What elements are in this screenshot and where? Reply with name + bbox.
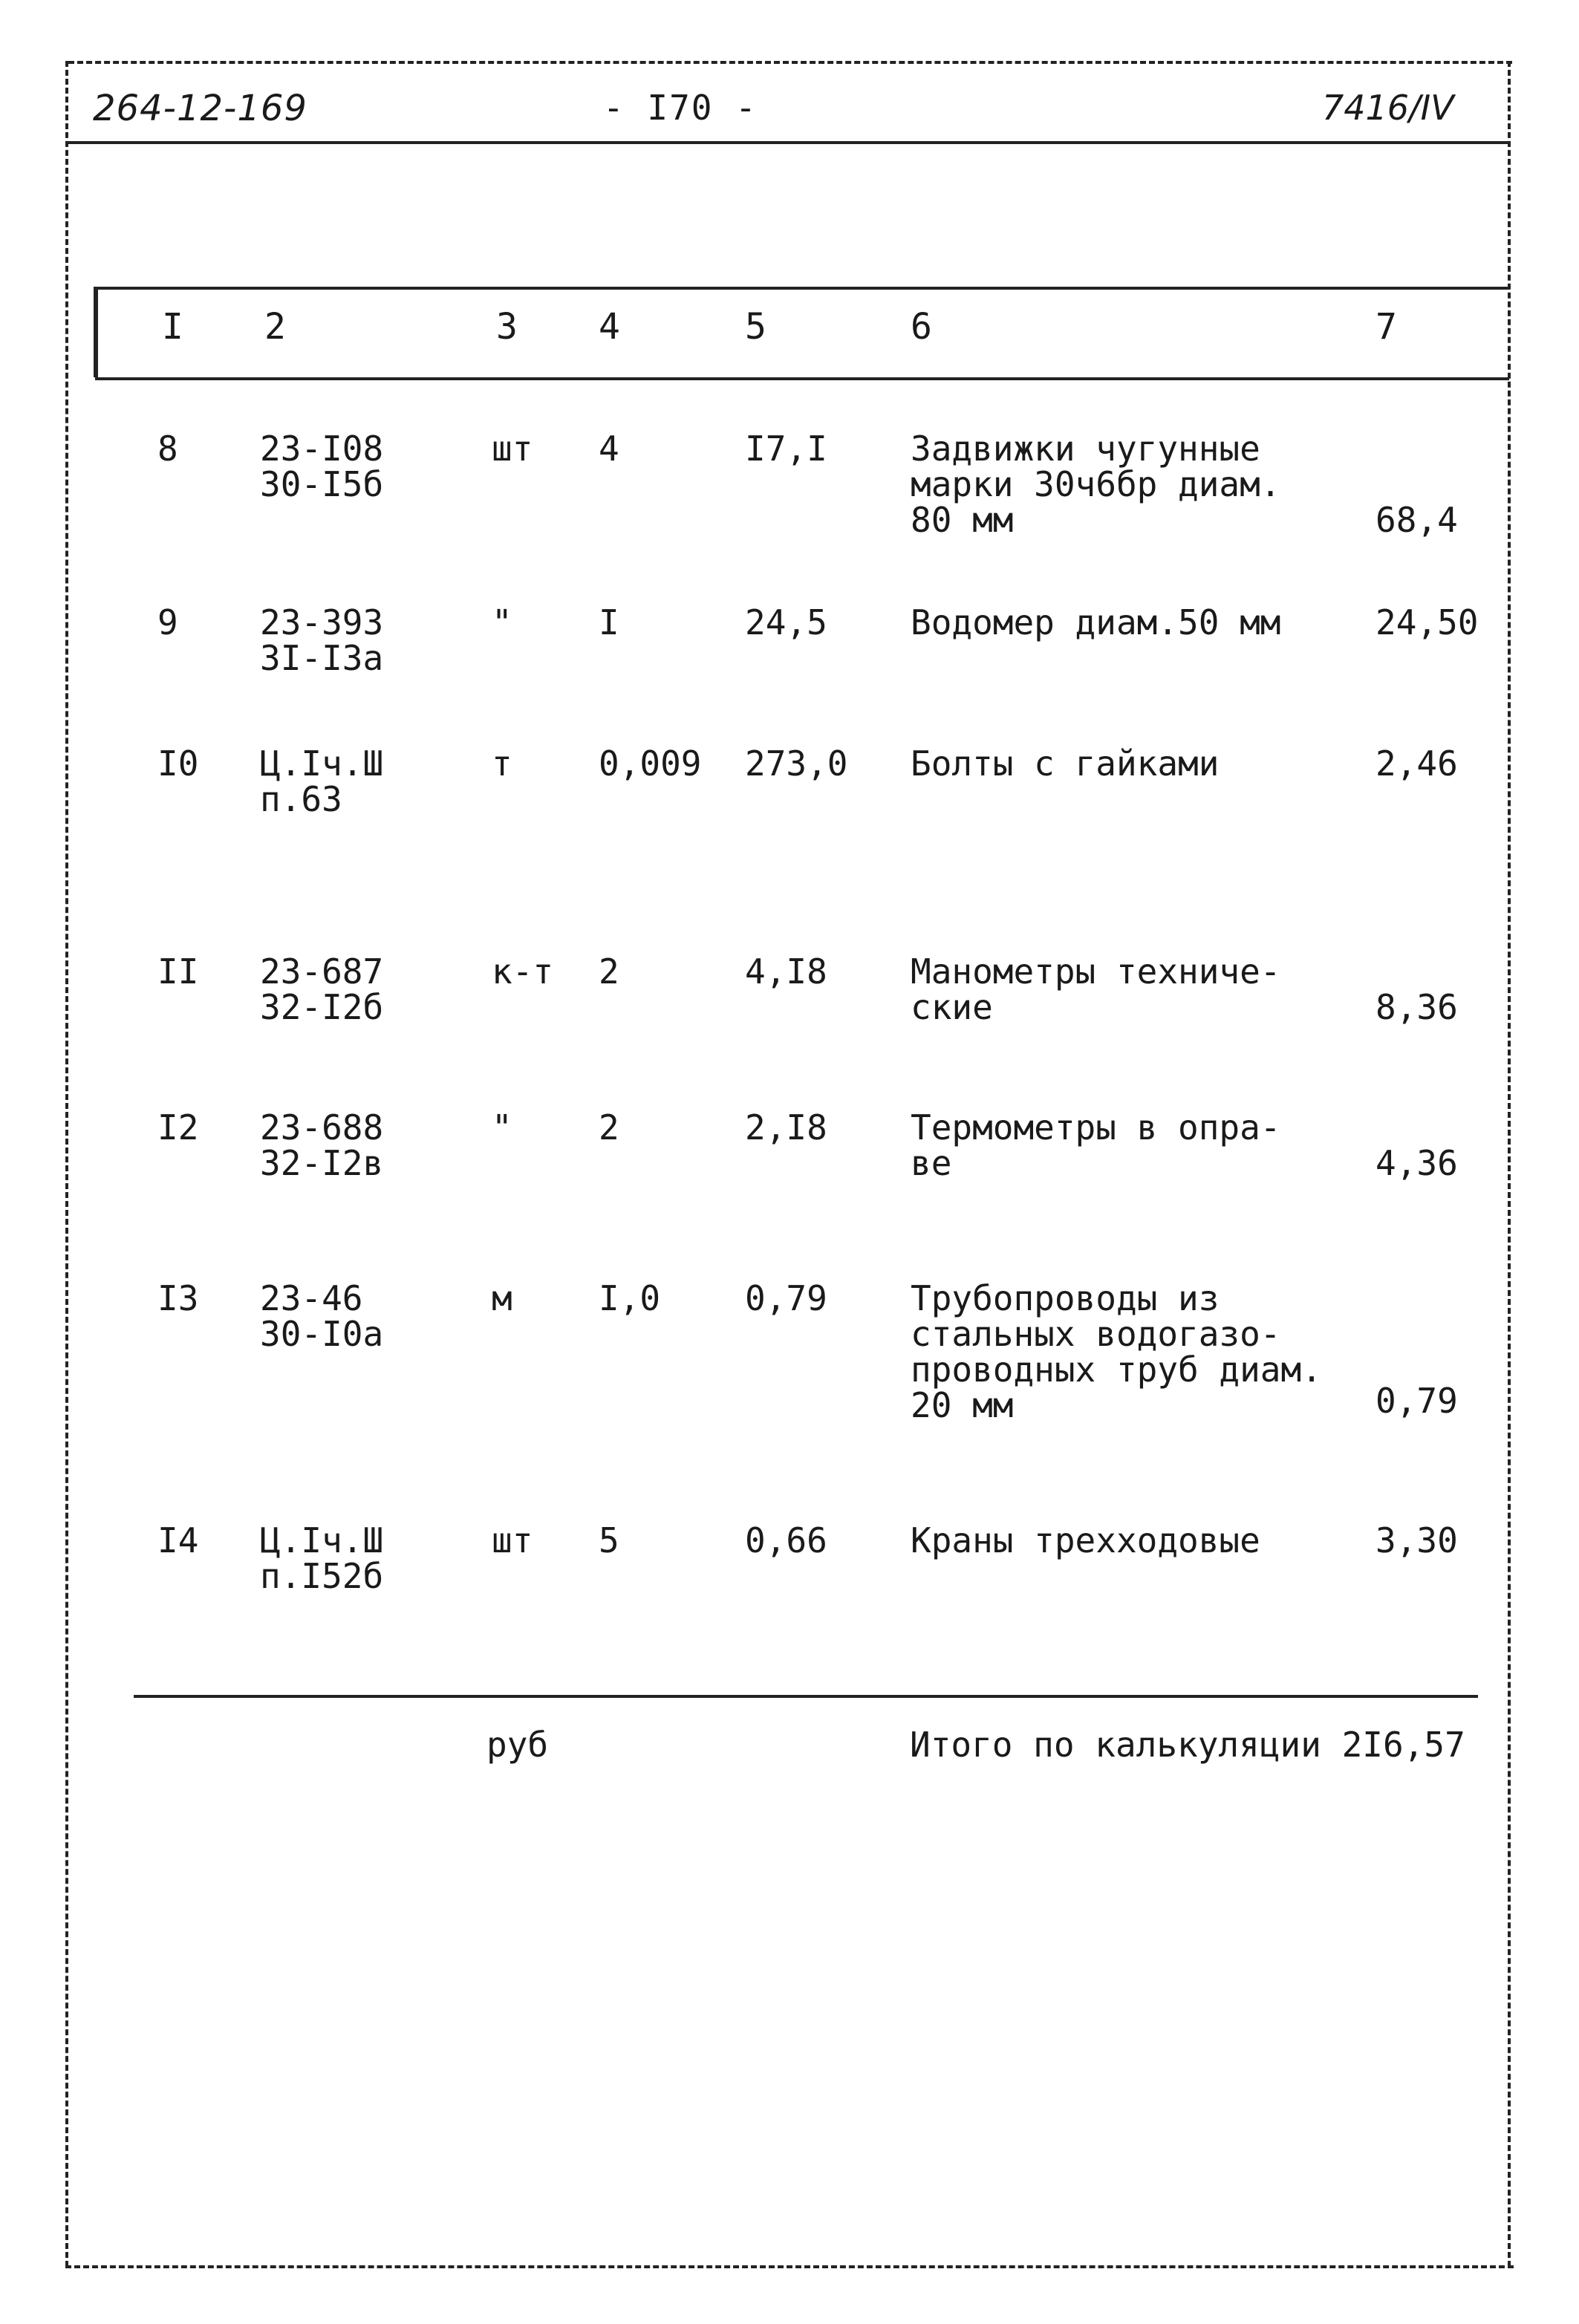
column-header-3: 3 xyxy=(496,306,518,348)
row-number: 8 xyxy=(157,429,178,469)
description: Задвижки чугунные марки 30ч6бр диам. 80 мм xyxy=(911,429,1281,540)
unit: к-т xyxy=(492,951,554,992)
column-header-box xyxy=(95,287,1509,380)
column-header-4: 4 xyxy=(599,306,620,348)
row-number: I2 xyxy=(157,1107,199,1148)
norm-code: 23-46 30-I0a xyxy=(260,1278,384,1354)
description: Краны трехходовые xyxy=(911,1520,1260,1560)
unit-price: 2,I8 xyxy=(745,1107,827,1148)
description: Водомер диам.50 мм xyxy=(911,602,1281,642)
unit-price: 273,0 xyxy=(745,743,848,784)
unit: т xyxy=(492,743,512,784)
row-number: I0 xyxy=(157,743,199,784)
unit-price: 4,I8 xyxy=(745,951,827,992)
row-sum: 24,50 xyxy=(1375,602,1479,642)
description: Трубопроводы из стальных водогазо- проводных труб диам. 20 мм xyxy=(911,1278,1322,1425)
norm-code: Ц.Iч.Ш п.I52б xyxy=(260,1520,384,1596)
norm-code: 23-I08 30-I5б xyxy=(260,429,384,504)
norm-code: 23-393 3I-I3a xyxy=(260,602,384,678)
quantity: I,0 xyxy=(599,1278,661,1318)
column-header-1: I xyxy=(162,306,183,348)
row-number: 9 xyxy=(157,602,178,642)
norm-code: 23-688 32-I2в xyxy=(260,1107,384,1183)
column-header-5: 5 xyxy=(745,306,766,348)
quantity: 2 xyxy=(599,951,619,992)
row-sum: 4,36 xyxy=(1375,1143,1458,1183)
column-header-7: 7 xyxy=(1375,306,1397,348)
unit: шт xyxy=(492,429,533,469)
quantity: 5 xyxy=(599,1520,619,1560)
quantity: 0,009 xyxy=(599,743,702,784)
unit: шт xyxy=(492,1520,533,1560)
row-number: I3 xyxy=(157,1278,199,1318)
row-sum: 2,46 xyxy=(1375,743,1458,784)
total-label: Итого по калькуляции xyxy=(910,1725,1321,1765)
description: Манометры техниче- ские xyxy=(911,951,1281,1027)
unit: " xyxy=(492,602,512,642)
row-number: II xyxy=(157,951,199,992)
total-row xyxy=(910,1725,1465,1765)
column-header-6: 6 xyxy=(911,306,932,348)
row-sum: 3,30 xyxy=(1375,1520,1458,1560)
quantity: 2 xyxy=(599,1107,619,1148)
column-header-2: 2 xyxy=(264,306,286,348)
row-sum: 8,36 xyxy=(1375,987,1458,1027)
header-divider xyxy=(68,141,1509,144)
frame-left-border xyxy=(65,61,68,2267)
frame-bottom-border xyxy=(65,2265,1514,2268)
unit: м xyxy=(492,1278,512,1318)
quantity: I xyxy=(599,602,619,642)
unit-price: 24,5 xyxy=(745,602,827,642)
row-number: I4 xyxy=(157,1520,199,1560)
quantity: 4 xyxy=(599,429,619,469)
unit-price: I7,I xyxy=(745,429,827,469)
norm-code: Ц.Iч.Ш п.63 xyxy=(260,743,384,819)
description: Болты с гайками xyxy=(911,743,1220,784)
description: Термометры в опра- ве xyxy=(911,1107,1281,1183)
document-code: 264-12-169 xyxy=(93,88,307,129)
frame-top-border xyxy=(68,61,1512,64)
column-header-box-edge xyxy=(94,287,98,377)
unit-price: 0,66 xyxy=(745,1520,827,1560)
total-divider xyxy=(134,1695,1478,1698)
row-sum: 68,4 xyxy=(1375,500,1458,540)
archive-number: 7416/IV xyxy=(1322,88,1454,128)
total-currency: руб xyxy=(486,1725,549,1765)
row-sum: 0,79 xyxy=(1375,1381,1458,1421)
total-value: 2I6,57 xyxy=(1341,1725,1465,1765)
page-number: - I70 - xyxy=(603,88,758,128)
norm-code: 23-687 32-I2б xyxy=(260,951,384,1027)
unit: " xyxy=(492,1107,512,1148)
unit-price: 0,79 xyxy=(745,1278,827,1318)
frame-right-border xyxy=(1508,61,1511,2267)
